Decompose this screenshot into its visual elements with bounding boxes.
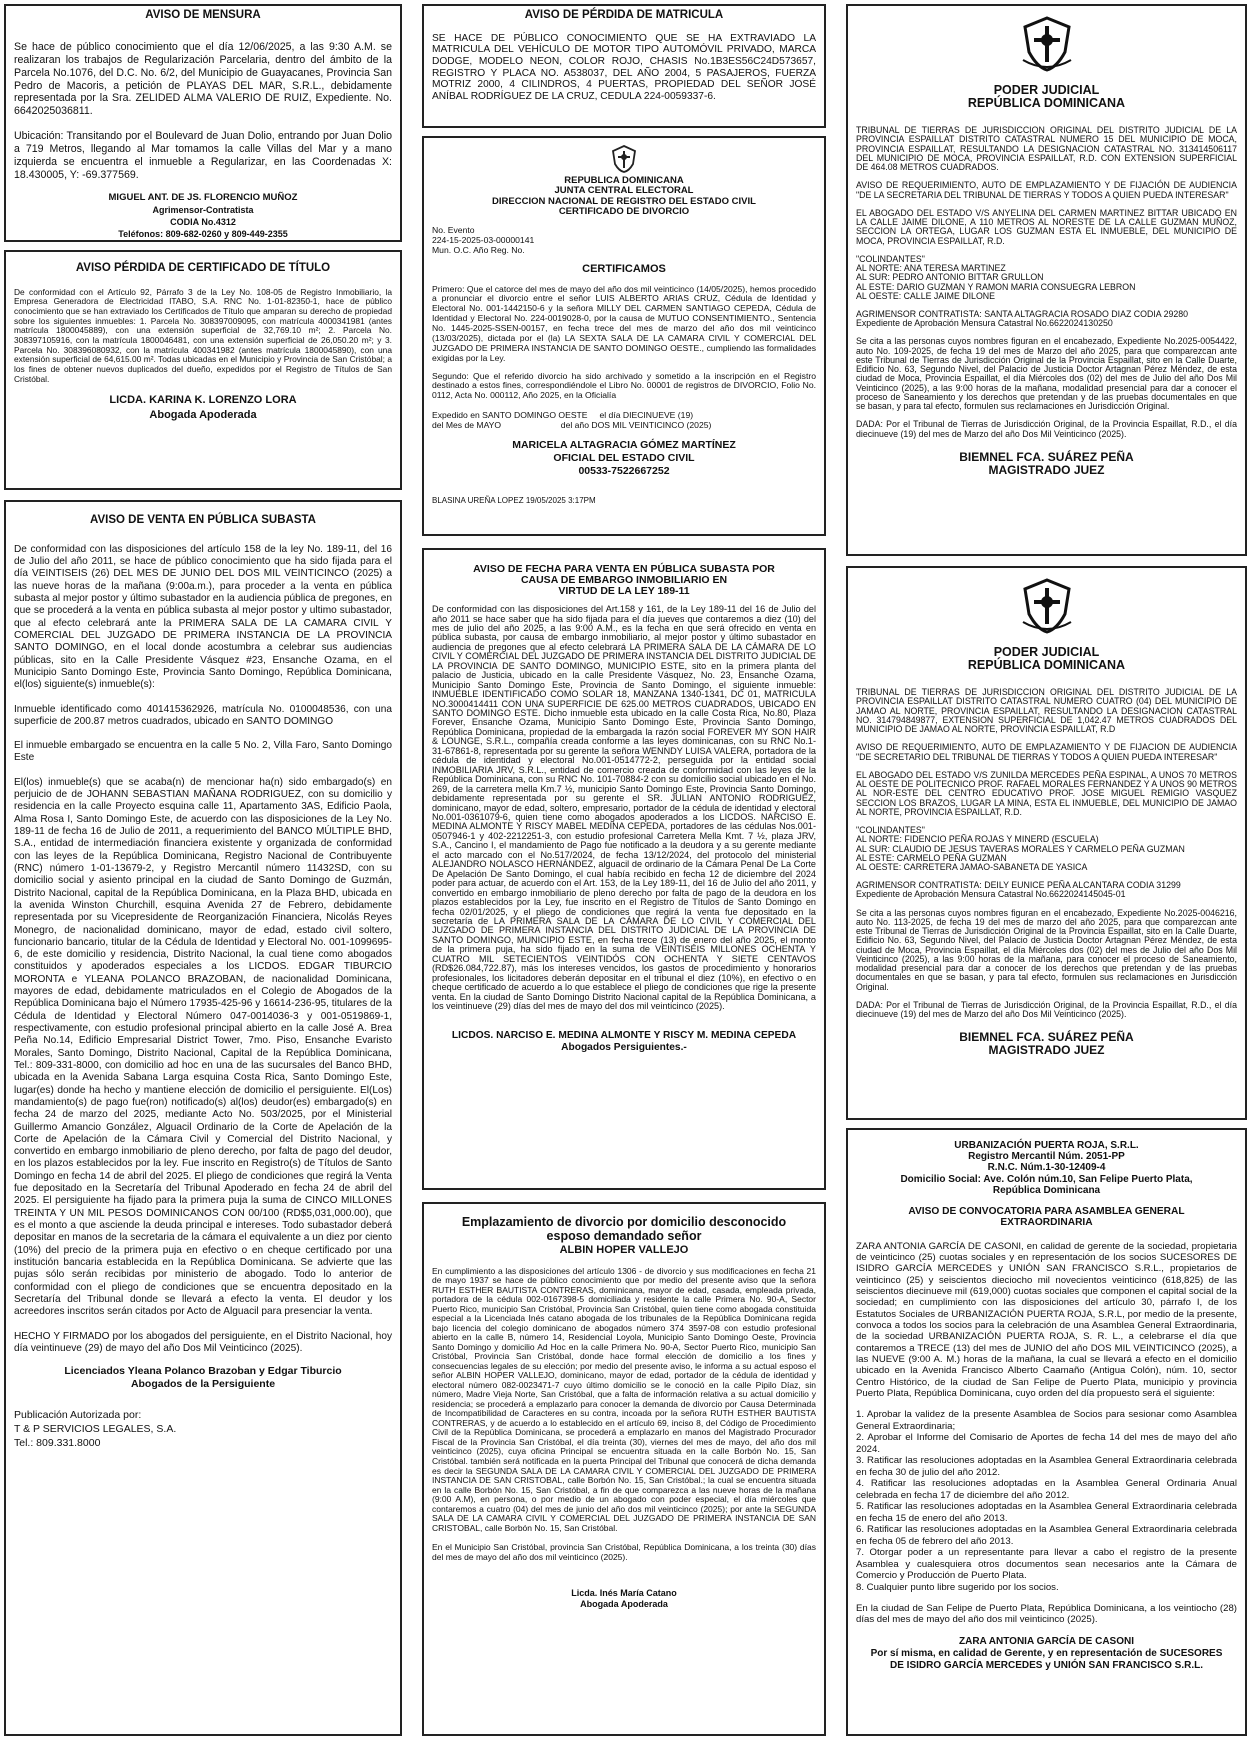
aviso-subasta-sig-role: Abogados de la Persiguiente	[130, 1378, 276, 1391]
aviso-subasta-p2: Inmueble identificado como 401415362926, matrícula No. 0100048536, con una superficie de 200.87 metros cuadrados, ubicado en SANTO DOMINGO	[14, 703, 392, 727]
moca-p4: "COLINDANTES" AL NORTE: ANA TERESA MARTINEZ AL SUR: PEDRO ANTONIO BITTAR GRULLON AL ESTE: DARIO GUZMAN Y RAMON MARIA CONSUEGRA LEBRON AL OESTE: CALLE JAIME DILONE	[856, 253, 1136, 301]
jamao-sig-role: MAGISTRADO JUEZ	[988, 1043, 1105, 1058]
moca-p1: TRIBUNAL DE TIERRAS DE JURISDICCION ORIGINAL DEL DISTRITO JUDICIAL DE LA PROVINCIA ESPAILLAT DISTRITO CATASTRAL NUMERO 15 DEL MUNICIPIO DE MOCA, PROVINCIA ESPAILLAT, RESULTANDO LA DESIGNACION CATASTRAL NO. 313414506117 DEL MUNICIPIO DE MOCA, PROVINCIA ESPAILLAT, R.D. CON EXTENSION SUPERFICIAL DE 464.08 METROS CUADRADOS.	[856, 125, 1237, 173]
emplazamiento-p2: En el Municipio San Cristóbal, provincia San Cristóbal, República Dominicana, a los treinta (30) días del mes de mayo del año dos mil veinticinco (2025).	[432, 1542, 816, 1562]
divorcio-sig-id: 00533-7522667252	[578, 465, 670, 478]
moca-p2: AVISO DE REQUERIMIENTO, AUTO DE EMPLAZAMIENTO Y DE FIJACIÓN DE AUDIENCIA "DE LA SECRETARIA DEL TRIBUNAL DE TIERRAS Y TODOS A QUIEN PUEDA INTERESAR"	[856, 180, 1237, 200]
embargo-title1: AVISO DE FECHA PARA VENTA EN PÚBLICA SUBASTA POR	[473, 563, 775, 575]
divorcio-p1: Primero: Que el catorce del mes de mayo del año dos mil veinticinco (14/05/2025), hemos procedido a pronunciar el divorcio entre el señor LUIS ALBERTO ARIAS CRUZ, Cédula de Identidad y Electoral No. 001-1442150-6 y la señora MILLY DEL CARMEN SANTIAGO CEPEDA, Cédula de Identidad y Electoral No. 224-0019028-0, por la causa de MUTUO CONSENTIMIENTO., Sentencia No. 1445-2025-SSEN-00157, en fecha trece del mes de marzo del año dos mil veinticinco (13/03/2025), dictada por el (la) LA SEXTA SALA DE LA CAMARA CIVIL Y COMERCIAL DEL JUZGADO DE PRIMERA INSTANCIA DE SANTO DOMINGO OESTE., cumpliendo las formalidades exigidas por la Ley.	[432, 283, 816, 363]
aviso-perdida-titulo-title: AVISO PÉRDIDA DE CERTIFICADO DE TÍTULO	[75, 262, 331, 274]
divorcio-sig-name: MARICELA ALTAGRACIA GÓMEZ MARTÍNEZ	[512, 438, 736, 451]
aviso-perdida-matricula-body: SE HACE DE PÚBLICO CONOCIMIENTO QUE SE HA EXTRAVIADO LA MATRICULA DEL VEHÍCULO DE MOTOR TIPO AUTOMÓVIL PRIVADO, MARCA DODGE, MODELO NEON, COLOR ROJO, CHASIS No.1B3ES56C24D573657, REGISTRO Y PLACA NO. A538037, DEL AÑO 2004, 5 PASAJEROS, FUERZA MOTRIZ 2000, 4 CILINDROS, 4 PUERTAS, PROPIEDAD DEL SEÑOR JOSÉ ANÍBAL RODRÍGUEZ DE LA CRUZ, CEDULA 224-0059337-6.	[432, 32, 816, 102]
aviso-mensura-sig-phone: Teléfonos: 809-682-0260 y 809-449-2355	[118, 229, 288, 240]
aviso-mensura-p2: Ubicación: Transitando por el Boulevard de Juan Dolio, entrando por Juan Dolio a 719 Metros, llegando al Mar tomamos la calle Villas del Mar y a mano izquierda se encuentra el inmueble a Regularizar, en las Coordenadas X: 18.430005, Y: -69.377569.	[14, 130, 392, 182]
jamao-sig-name: BIEMNEL FCA. SUÁREZ PEÑA	[959, 1030, 1134, 1045]
poder-judicial-moca	[846, 4, 1247, 556]
divorcio-p2: Segundo: Que el referido divorcio ha sido archivado y sometido a la inscripción en el Registro destinado a estos fines, correspondiéndole el Libro No. 00001 de registros de DIVORCIO, Folio No. 0112, Acta No. 000112, Año 2025, en la Oficialía	[432, 370, 816, 401]
list-item: 7. Otorgar poder a un representante para llevar a cabo el registro de la presente Asamblea y cualesquiera otros documentos sean necesarios ante la Cámara de Comercio y Producción de Puerto Plata.	[856, 1547, 1237, 1582]
list-item: 1. Aprobar la validez de la presente Asamblea de Socios para sesionar como Asamblea General Extraordinaria;	[856, 1409, 1237, 1432]
aviso-mensura-sig-codia: CODIA No.4312	[170, 217, 236, 228]
asamblea-head2: Registro Mercantil Núm. 2051-PP	[968, 1151, 1125, 1163]
aviso-perdida-matricula	[422, 4, 826, 128]
coat-of-arms-icon	[1017, 14, 1077, 74]
jamao-p2: AVISO DE REQUERIMIENTO, AUTO DE EMPLAZAMIENTO Y DE FIJACION DE AUDIENCIA "DE SECRETARIO DEL TRIBUNAL DE TIERRAS Y TODOS A QUIEN PUEDA INTERESAR"	[856, 742, 1237, 762]
aviso-perdida-titulo	[4, 250, 402, 490]
aviso-mensura-sig-name: MIGUEL ANT. DE JS. FLORENCIO MUÑOZ	[108, 192, 298, 204]
list-item: 3. Ratificar las resoluciones adoptadas en la Asamblea General Extraordinaria celebrada en fecha 30 de julio del año 2012.	[856, 1455, 1237, 1478]
jamao-p7: DADA: Por el Tribunal de Tierras de Jurisdicción Original, de la Provincia Espaillat, R.D., el día diecinueve (19) del mes de Marzo del año Dos Mil Veinticinco (2025).	[856, 999, 1237, 1020]
asamblea-head1: URBANIZACIÓN PUERTA ROJA, S.R.L.	[954, 1140, 1139, 1151]
moca-p7: DADA: Por el Tribunal de Tierras de Jurisdicción Original, de la Provincia Espaillat, R.D., el día diecinueve (19) del mes de Marzo del año Dos Mil Veinticinco (2025).	[856, 419, 1237, 439]
jamao-p6: Se cita a las personas cuyos nombres figuran en el encabezado, Expediente No.2025-0046216, auto No. 113-2025, de fecha 19 del mes de marzo del año 2025, para que comparezcan ante este Tribunal de Tierras de Jurisdicción Original de la Provincia Espaillat, sito en la Calle Duarte, Edificio No. 63, Segundo Nivel, del Palacio de Justicia Doctor Artagnan Pérez Méndez, de esta ciudad de Moca, Provincia Espaillat, el día Miércoles dos (02) del mes de Julio del año Dos Mil Veinticinco (2025), a las 9:00 horas de la mañana, para conocer el proceso de Saneamiento, modalidad presencial para dar a conocer de los derechos que pretendan y de las pruebas documentales en que se basan, y para tal efecto, formulen sus reclamaciones en Jurisdicción Original.	[856, 907, 1237, 992]
aviso-mensura-title: AVISO DE MENSURA	[145, 9, 261, 21]
embargo-body: De conformidad con las disposiciones del Art.158 y 161, de la Ley 189-11 del 16 de Julio del año 2011 se hace saber que ha sido fijada para el día jueves que contaremos a diez (10) del mes de julio del año 2025, a las 9:00 A.M., es la fecha en que será ofrecido en venta en pública subasta, por causa de embargo inmobiliario, al mejor postor y último subastador en audiencia de pregones que al efecto celebrará LA PRIMERA SALA DE LA CÁMARA DE LO CIVIL Y COMERCIAL DEL JUZGADO DE PRIMERA INSTANCIA DEL DISTRITO JUDICIAL DE LA PROVINCIA DE SANTO DOMINGO, MUNICIPIO ESTE, sito en la primera planta del palacio de Justicia, ubicado en la calle Presidente Vásquez, No. 23, Ensanche Ozama, Municipio Santo Domingo Este, Provincia de Santo Domingo, el siguiente inmueble: INMUEBLE IDENTIFICADO COMO SOLAR 18, MANZANA 1340-1341, DC 01, MATRICULA NO.3000414411 CON UNA SUPERFICIE DE 625.00 METROS CUADRADOS, UBICADO EN SANTO DOMINGO ESTE. Dicho inmueble esta ubicado en la calle Costa Rica, No.80, Plaza Forever, Ensanche Ozama, Municipio Santo Domingo Este, Provincia Santo Domingo, República Dominicana, propiedad de la embargada la razón social FOREVER MY SON HAIR & LOUNGE, S.R.L., compañía creada conforme a las leyes dominicanas, con su RNC No.1-31-67861-8, representada por su gerente la señora WENNDY LUISA VALERA, portadora de la cédula de identidad y electoral No.001-0514772-2, perseguida por la entidad social INMOBILIARIA JRV, S.R.L., entidad de comercio creada de conformidad con las leyes de la República Dominicana, con su RNC No. 101-70884-2 con su domicilio social ubicado en el No. 269, de la carretera mella Km.7 ½, municipio Santo Domingo Este, Provincia Santo Domingo, debidamente representada por su gerente el SR. JULIAN ANTONIO RODRIGUEZ, dominicano, mayor de edad, soltero, empresario, portador de la cédula de identidad y electoral No.001-0361079-6, quien tiene como abogados apoderados a los LICDOS. NARCISO E. MEDINA ALMONTE Y RISCY MABEL MEDINA CEPEDA, portadores de las cédulas Nos.001-0507946-1 y 402-2212251-3, con estudio profesional Carretera Mella Kmt. 7 ½, plaza JRV, S.A., Cancino I, el mandamiento de Pago fue notificado a la deudora y a su gerente mediante el acto marcado con el No.517/2024, de fecha 13/12/2024, del protocolo del ministerial ALEJANDRO NOLASCO HERNÁNDEZ, alguacil de ordinario de la Cámara Penal De La Corte De Apelación De Santo Domingo, el cual había recibido en fecha 12 de diciembre del 2024 poder para actuar, de acuerdo con el Art. 153, de la Ley 189-11, del 16 de Julio del año 2011, y convertido en embargo inmobiliario de pleno derecho por falta de pago de la deudora en los plazos establecidos por la Ley, fue inscrito en el Registro de Títulos de Santo Domingo en fecha 02/01/2025, y el pliego de condiciones que regirá la venta fue depositado en la secretaría de LA PRIMERA SALA DE LA CÁMARA DE LO CIVIL Y COMERCIAL DEL JUZGADO DE PRIMERA INSTANCIA DEL DISTRITO JUDICIAL DE LA PROVINCIA DE SANTO DOMINGO, MUNICIPIO ESTE, en fecha trece (13) de enero del año 2025, el monto de la primera puja, ha sido fijado en la suma de VEINTISÉIS MILLONES OCHENTA Y CUATRO MIL SETECIENTOS VEINTIDÓS CON OCHENTA Y SIETE CENTAVOS (RD$26.084,722.87), más los intereses vencidos, los gastos de procedimiento y honorarios profesionales, los licitadores deberán depositar en el tribunal el diez (10%), en efectivo o en cheque certificado de acuerdo a lo que establece el pliego de condiciones que rige la presente venta. En la ciudad de Santo Domingo Distrito Nacional capital de la República Dominicana, a los veintinueve (29) días del mes de mayo del dos mil veinticinco (2025).	[432, 604, 816, 1012]
divorcio-sig-role: OFICIAL DEL ESTADO CIVIL	[553, 452, 695, 465]
aviso-subasta	[4, 500, 402, 1736]
aviso-subasta-p5: HECHO Y FIRMADO por los abogados del persiguiente, en el Distrito Nacional, hoy día veintinueve (29) de mayo del año Dos Mil Veinticinco (2025).	[14, 1330, 392, 1354]
aviso-mensura	[4, 4, 402, 242]
aviso-subasta-p1: De conformidad con las disposiciones del artículo 158 de la ley No. 189-11, del 16 de Julio del año 2011, se hace de público conocimiento que ha sido fijada para el día VEINTISEIS (26) DEL MES DE JUNIO DEL DOS MIL VEINTICINCO (2025) a las nueve horas de la mañana (9:00a.m.), para proceder a la venta en pública subasta al mejor postor y último subastador en la audiencia pública de pregones, en que se procederá a la venta en pública subasta al mejor postor y ultimo subastador, que al efecto celebrará ante la PRIMERA SALA DE LA CAMARA CIVIL Y COMERCIAL DEL JUZGADO DE PRIMERA INSTANCIA DE LA PROVINCIA SANTO DOMINGO, en el local donde acostumbra a celebrar sus audiencias públicas, sito en la Calle Presidente Vásquez #23, Ensanche Ozama, en el Municipio Santo Domingo Este, Provincia Santo Domingo, República Dominicana, el(los) siguiente(s) inmueble(s):	[14, 543, 392, 691]
divorcio-head1: REPUBLICA DOMINICANA	[564, 175, 684, 186]
embargo-sig-name: LICDOS. NARCISO E. MEDINA ALMONTE Y RISCY M. MEDINA CEPEDA	[451, 1029, 797, 1041]
embargo-title3: VIRTUD DE LA LEY 189-11	[558, 585, 690, 598]
divorcio-evento3: Mun. O.C. Año Reg. No.	[432, 244, 525, 255]
aviso-subasta-footer2: T & P SERVICIOS LEGALES, S.A.	[14, 1423, 177, 1436]
aviso-mensura-p1: Se hace de público conocimiento que el día 12/06/2025, a las 9:30 A.M. se realizaran los trabajos de Regularización Parcelaria, dentro del ámbito de la Parcela No.1076, del D.C. No. 6/2, del Municipio de Guayacanes, Provincia San Pedro de Macoris, a petición de PLAYAS DEL MAR, S.R.L., debidamente representada por la Sra. ZELIDED ALMA VALERIO DE RUIZ, Expediente. No. 6642025036811.	[14, 40, 392, 118]
aviso-mensura-sig-role: Agrimensor-Contratista	[152, 204, 254, 215]
jamao-p4: "COLINDANTES" AL NORTE: FIDENCIO PEÑA ROJAS Y MINERD (ESCUELA) AL SUR: CLAUDIO DE JESUS TAVERAS MORALES Y CARMELO PEÑA GUZMAN AL ESTE: CARMELO PEÑA GUZMAN AL OESTE: CARRETERA JAMAO-SABANETA DE YASICA	[856, 825, 1185, 872]
asamblea-title: AVISO DE CONVOCATORIA PARA ASAMBLEA GENERAL EXTRAORDINARIA	[908, 1205, 1185, 1229]
emplazamiento-title1: Emplazamiento de divorcio por domicilio desconocido	[461, 1215, 787, 1229]
moca-sig-name: BIEMNEL FCA. SUÁREZ PEÑA	[959, 449, 1134, 464]
coat-of-arms-icon	[1017, 576, 1077, 636]
emplazamiento-title2: esposo demandado señor	[546, 1228, 702, 1243]
emplazamiento-sig-name: Licda. Inés María Catano	[571, 1588, 677, 1599]
moca-head1: PODER JUDICIAL	[993, 83, 1100, 97]
aviso-subasta-p4: El(los) inmueble(s) que se acaba(n) de mencionar ha(n) sido embargado(s) en perjuicio de de JOHANN SEBASTIAN MAÑANA RODRIGUEZ, con su domicilio y residencia en la calle Proyecto esquina calle 11, Apartamento 3AS, Edificio Paola, Alma Rosa I, Santo Domingo Este, de acuerdo con las disposiciones de la Ley No. 189-11 de fecha 16 de Julio de 2011, a requerimiento del BANCO MÚLTIPLE BHD, S.A., entidad de intermediación financiera existente y organizada de conformidad con las leyes de la República Dominicana, Registro Nacional de Contribuyente (RNC) número 1-01-13679-2, y Registro Mercantil número 11432SD, con su domicilio social y asiento principal en la ciudad de Santo Domingo de Guzmán, Distrito Nacional, capital de la República Dominicana, en la Plaza BHD, ubicada en la avenida Winston Churchill, esquina Avenida 27 de Febrero, debidamente representada por su Vicepresidente de Reorganización Financiera, Nicolás Reyes Monegro, de nacionalidad dominicano, mayor de edad, estado civil soltero, funcionario bancario, titular de la Cédula de Identidad y Electoral No. 001-1099695-6, de este domicilio y residencia, Distrito Nacional, la cual tiene como abogados constituidos y apoderados especiales a los LICDOS. EDGAR TIBURCIO MORONTA e YLEANA POLANCO BRAZOBAN, de nacionalidad Dominicana, mayores de edad, debidamente matriculados en el Colegio de Abogados de la República Dominicana bajo el Número 17935-425-96 y 16614-236-95, titulares de la Cédula de Identidad y Electoral Número 047-0014036-3 y 001-0519869-1, respectivamente, con estudio profesional principal abierto en la calle José A. Brea Peña No.14, Edificio Empresarial District Tower, 7mo. Piso, Ensanche Evaristo Morales, Santo Domingo, Distrito Nacional, Capital de la República Dominicana, Tel.: 809-331-8000, con domicilio ad hoc en una de las sucursales del Banco BHD, ubicada en la Avenida Sabana Larga esquina Costa Rica, Santo Domingo Este, lugar(es) donde ha hecho y mantiene elección de domicilio el persiguiente. El(Los) mandamiento(s) de pago fue(ron) notificado(s) al(los) deudor(es) embargado(s) en fecha 24 de marzo del 2025, mediante Acto No. 503/2025, por el Ministerial Guillermo Amancio González, Alguacil Ordinario de la Corte de Apelación de la Corte de Apelación de la Cámara Civil y Comercial del Distrito Nacional, y convertido en embargo inmobiliario de pleno derecho, por falta de pago del deudor, en los plazos establecidos por la ley. Fue inscrito en Registro(s) de Títulos de Santo Domingo en fecha 14 de abril del 2025. El pliego de condiciones que regirá la Venta fue depositado en la Secretaría del Tribunal Apoderado en fecha 24 de abril del 2025. El persiguiente ha fijado para la primera puja la suma de CINCO MILLONES TREINTA Y UN MIL PESOS DOMINICANOS CON 00/100 (RD$5,031,000.00), que es el monto a que asciende la deuda principal e intereses. Todo subastador deberá depositar en manos de la secretaria de la cámara el equivalente a un diez por ciento (10%) del precio de la primera puja en efectivo o en cheque certificado por una institución bancaria establecida en la República Dominicana. Se advierte que las pujas sólo serán recibidas por ministerio de abogado. Todo lo anterior de conformidad con el pliego de condiciones que se encuentra depositado en la Secretaría del Tribunal donde se llevará a efecto la venta. El deudor y los acreedores inscritos serán citados por Acto de Alguacil para presenciar la venta.	[14, 776, 392, 1318]
emplazamiento-body: En cumplimiento a las disposiciones del artículo 1306 - de divorcio y sus modificaciones en fecha 21 de mayo 1937 se hace de público conocimiento que por medio del presente aviso que la señora RUTH ESTHER BAUTISTA CONTRERAS, dominicana, mayor de edad, casada, empleada privada, portadora de la cédula 002-0167398-5 domiciliada y residente la calle Primera No. 90-A, Sector Puerto Rico, municipio San Cristóbal, Provincia San Cristóbal, quien tiene como abogada constituida especial a la Licenciada Inés catano abogada de los tribunales de la República Dominicana regida bajo licencia del colegio dominicano de abogados número 374 3597-08 con estudio profesional abierto en la calle B, número 14, Residencial Loyola, Municipio Santo Domingo Oeste, Provincia Santo Domingo y domicilio Ad Hoc en la calle Primera No. 90-A, Sector Puerto Rico, municipio San Cristóbal, Provincia San Cristóbal, donde hace formal elección de domicilio a los fines y consecuencias legales de su elección; por medio del presente aviso, le informa a su actual esposo el señor ALBIN HOPER VALLEJO, dominicano, mayor de edad, portador de la cédula de identidad y electoral número 082-0023471-7 cuyo último domicilio se le conoció en la calle Pipilo Díaz, sin número, Madre Vieja Norte, San Cristóbal, que a falta de información relativa a su actual domicilio y residencia; se procederá a emplazarlo para conocer la demanda de divorcio por Causa Determinada de Incompatibilidad de Caracteres en su contra, incoada por la señora RUTH ESTHER BAUTISTA CONTRERAS, y de acuerdo a lo establecido en el artículo 69, inciso 8, del Código de Procedimiento Civil de la República Dominicana, se procederá a emplazarlo en manos del Magistrado Procurador Fiscal de la Provincia San Cristóbal, el día treinta (30), viernes del mes de mayo, del año dos mil veinticinco (2025), cuya oficina Principal se encuentra situada en la calle Borbón No. 15, San Cristóbal. también será notificada en la puerta Principal del Tribunal que conocerá de dicha demanda es decir la SEGUNDA SALA DE LA CAMARA CIVIL Y COMERCIAL DEL JUZGADO DE PRIMERA INSTANCIA DE SAN CRISTOBAL, calle Borbón No. 15, San Cristóbal.; la cual se encuentra situada en la calle Borbón No. 15, San Cristóbal, a fin de que comparezca a las nueve horas de la mañana (9:00 A.M), en persona, o por medio de un abogado con poder especial, el día miércoles que contaremos a cuatro (04) del mes de junio del año dos mil veinticinco (2025); por ante la SEGUNDA SALA DE LA CAMARA CIVIL Y COMERCIAL DEL JUZGADO DE PRIMERA INSTANCIA DE SAN CRISTOBAL, calle Borbón No. 15, San Cristóbal.	[432, 1265, 816, 1533]
divorcio-certificamos: CERTIFICAMOS	[582, 263, 666, 276]
coat-of-arms-icon	[609, 144, 639, 174]
embargo-sig-role: Abogados Persiguientes.-	[561, 1041, 687, 1053]
aviso-perdida-matricula-title: AVISO DE PÉRDIDA DE MATRICULA	[524, 9, 724, 21]
aviso-subasta-sig-name: Licenciados Yleana Polanco Brazoban y Edgar Tiburcio	[64, 1365, 342, 1378]
jamao-head2: REPÚBLICA DOMINICANA	[967, 658, 1126, 673]
divorcio-p3a: Expedido en SANTO DOMINGO OESTE el día DIECINUEVE (19)	[432, 410, 694, 421]
list-item: 6. Ratificar las resoluciones adoptadas en la Asamblea General Extraordinaria celebrada en fecha 05 de febrero del año 2013.	[856, 1524, 1237, 1547]
poder-judicial-jamao	[846, 566, 1247, 1120]
aviso-asamblea	[846, 1128, 1247, 1736]
aviso-embargo-inmobiliario	[422, 548, 826, 1190]
divorcio-head3: DIRECCION NACIONAL DE REGISTRO DEL ESTADO CIVIL	[492, 195, 756, 207]
asamblea-agenda-list	[856, 1409, 1237, 1593]
divorcio-footer: BLASINA UREÑA LOPEZ 19/05/2025 3:17PM	[432, 496, 596, 506]
list-item: 5. Ratificar las resoluciones adoptadas en la Asamblea General Extraordinaria celebrada en fecha 15 de enero del año 2013.	[856, 1501, 1237, 1524]
moca-p5: AGRIMENSOR CONTRATISTA: SANTA ALTAGRACIA ROSADO DIAZ CODIA 29280 Expediente de Aprobación Mensura Catastral No.6622024130250	[856, 309, 1189, 329]
jamao-p3: EL ABOGADO DEL ESTADO V/S ZUNILDA MERCEDES PEÑA ESPINAL, A UNOS 70 METROS AL OESTE DE POLITECNICO PROF. RAFAEL MORALES FERNANDEZ Y A UNOS 90 METROS AL NOR-ESTE DEL CENTRO EDUCATIVO PROF. JOSE MIGUEL REMIGIO VASQUEZ SECCION LOS BRAZOS, LUGAR LA MINA, ESTA EL INMUEBLE, DEL MUNICIPIO DE JAMAO AL NORTE, PROVINCIA ESPAILLAT, R.D.	[856, 769, 1237, 817]
asamblea-head3: R.N.C. Núm.1-30-12409-4	[987, 1162, 1106, 1174]
aviso-subasta-footer3: Tel.: 809.331.8000	[14, 1437, 101, 1450]
aviso-perdida-titulo-sig-role: Abogada Apoderada	[149, 409, 257, 422]
aviso-perdida-titulo-body: De conformidad con el Artículo 92, Párrafo 3 de la Ley No. 108-05 de Registro Inmobiliario, la Empresa Generadora de Electricidad ITABO, S.A. RNC No. 1-01-82350-1, hace de público conocimiento que se han extraviado los Certificados de Título que amparan su derecho de propiedad sobre los siguientes inmuebles: 1. Parcela No. 308397009095, con matrícula 4000341981 (antes matrícula 1800045889), con una extensión superficial de 32,769.10 m²; 2. Parcela No. 308397105916, con la matrícula 1800046481, con una extensión superficial de 26,050.20 m²; y 3. Parcela No. 308396080932, con la matrícula 400341982 (antes matrícula 1800045890), con una extensión superficial de 64,615.00 m². Todas ubicadas en el Municipio y Provincia de San Cristóbal; a los fines de obtener nuevos duplicados del dueño, expedidos por el Registro de Títulos de San Cristóbal.	[14, 286, 392, 384]
divorcio-head4: CERTIFICADO DE DIVORCIO	[558, 206, 690, 218]
divorcio-evento2: 224-15-2025-03-00000141	[432, 234, 535, 245]
moca-head2: REPÚBLICA DOMINICANA	[967, 96, 1126, 111]
aviso-perdida-titulo-sig-name: LICDA. KARINA K. LORENZO LORA	[109, 394, 297, 407]
asamblea-p2: En la ciudad de San Felipe de Puerto Plata, República Dominicana, a los veintiocho (28) días del mes de mayo del año dos mil veinticinco (2025).	[856, 1603, 1237, 1626]
emplazamiento-sig-role: Abogada Apoderada	[580, 1599, 668, 1610]
emplazamiento-title3: ALBIN HOPER VALLEJO	[559, 1243, 689, 1256]
list-item: 8. Cualquier punto libre sugerido por los socios.	[856, 1581, 1059, 1593]
certificado-divorcio	[422, 136, 826, 536]
aviso-subasta-footer1: Publicación Autorizada por:	[14, 1409, 142, 1422]
aviso-subasta-p3: El inmueble embargado se encuentra en la calle 5 No. 2, Villa Faro, Santo Domingo Este	[14, 740, 392, 764]
asamblea-sig-name: ZARA ANTONIA GARCÍA DE CASONI	[959, 1635, 1134, 1647]
divorcio-p3b: del Mes de MAYO del año DOS MIL VEINTICINCO (2025)	[432, 420, 712, 431]
aviso-subasta-title: AVISO DE VENTA EN PÚBLICA SUBASTA	[90, 514, 316, 526]
divorcio-evento1: No. Evento	[432, 224, 475, 235]
emplazamiento-divorcio	[422, 1202, 826, 1736]
asamblea-p1: ZARA ANTONIA GARCÍA DE CASONI, en calidad de gerente de la sociedad, propietaria de veinticinco (25) cuotas sociales y en representación de los socios SUCESORES DE ISIDRO GARCÍA MERCEDES y UNIÓN SAN FRANCISCO S.R.L., propietarios de veinticinco (25) y seiscientos dieciocho mil novecientos veinticinco (618,825) de las seiscientos diecinueve mil (619,000) cuotas sociales que componen el capital social de la sociedad; en cumplimiento con las disposiciones del artículo 30, párrafo I, de los Estatutos Sociales de URBANIZACIÓN PUERTA ROJA, S.R.L, por medio de la presente, convoca a todos los socios para la celebración de una Asamblea General Extraordinaria, de la sociedad URBANIZACIÓN PUERTA ROJA, S. R. L., a celebrarse el día que contaremos a TRECE (13) del mes de JUNIO del año DOS MIL VEINTICINCO (2025), a las NUEVE (9:00 A. M.) horas de la mañana, la cual se llevará a efecto en el domicilio ubicado en la Avenida Francisco Alberto Caamaño (Antigua Colón), núm. 10, sector Centro Histórico, de la ciudad de San Felipe de Puerto Plata, municipio y provincia Puerto Plata, República Dominicana, cuyo orden del día propuesto será el siguiente:	[856, 1240, 1237, 1399]
list-item: 2. Aprobar el Informe del Comisario de Aportes de fecha 14 del mes de mayo del año 2024.	[856, 1432, 1237, 1455]
list-item: 4. Ratificar las resoluciones adoptadas en la Asamblea General Ordinaria Anual celebrada en fecha 17 de diciembre del año 2012.	[856, 1478, 1237, 1501]
jamao-p5: AGRIMENSOR CONTRATISTA: DEILY EUNICE PEÑA ALCANTARA CODIA 31299 Expediente de Aprobación Mensura Catastral No.6622024145045-01	[856, 880, 1181, 900]
moca-p6: Se cita a las personas cuyos nombres figuran en el encabezado, Expediente No.2025-0054422, auto No. 109-2025, de fecha 19 del mes de Marzo del año 2025, para que comparezcan ante este Tribunal de Tierras de Jurisdicción Original de la Provincia Espaillat, sito en la Calle Duarte, Edificio No. 63, Segundo Nivel, del Palacio de Justicia Doctor Artagnan Pérez Méndez, de esta ciudad de Moca, Provincia Espaillat, el día Miércoles dos (02) del mes de Julio del año Dos Mil Veinticinco (2025), a las 9:00 horas de la mañana, modalidad presencial para dar a conocer el proceso de Saneamiento y los derechos que pretendan y de las pruebas documentales en que se basan, y para tal efecto, formulen sus reclamaciones en Jurisdicción Original.	[856, 336, 1237, 412]
divorcio-head2: JUNTA CENTRAL ELECTORAL	[554, 185, 694, 197]
jamao-head1: PODER JUDICIAL	[993, 645, 1100, 659]
moca-p3: EL ABOGADO DEL ESTADO V/S ANYELINA DEL CARMEN MARTINEZ BITTAR UBICADO EN LA CALLE JAIME DILONE, A 110 METROS AL NORESTE DE LA CALLE GUZMAN MUÑOZ, SECCION LA ORTEGA, LUGAR LOS GUZMAN ESTA EL INMUEBLE, DEL MUNICIPIO DE MOCA, PROVINCIA ESPAILLAT, R.D.	[856, 207, 1237, 246]
asamblea-sig-role: Por sí misma, en calidad de Gerente, y en representación de SUCESORES DE ISIDRO GARCÍA MERCEDES y UNIÓN SAN FRANCISCO S.R.L.	[870, 1648, 1223, 1671]
asamblea-head4: Domicilio Social: Ave. Colón núm.10, San Felipe Puerto Plata, República Dominicana	[900, 1173, 1193, 1196]
embargo-title2: CAUSA DE EMBARGO INMOBILIARIO EN	[520, 574, 728, 587]
moca-sig-role: MAGISTRADO JUEZ	[988, 463, 1105, 477]
jamao-p1: TRIBUNAL DE TIERRAS DE JURISDICCION ORIGINAL DEL DISTRITO JUDICIAL DE LA PROVINCIA ESPAILLAT DISTRITO CATASTRAL NUMERO CUATRO (04) DEL MUNICIPIO DE JAMAO AL NORTE, PROVINCIA ESPAILLAT, RESULTANDO LA DESIGNACION CATASTRAL NO. 314794849877, EXTENSION SUPERFICIAL DE 1,042.47 METROS CUADRADOS DEL MUNICIPIO DE JAMAO AL NORTE, PROVINCIA ESPAILLAT, R.D	[856, 687, 1237, 735]
